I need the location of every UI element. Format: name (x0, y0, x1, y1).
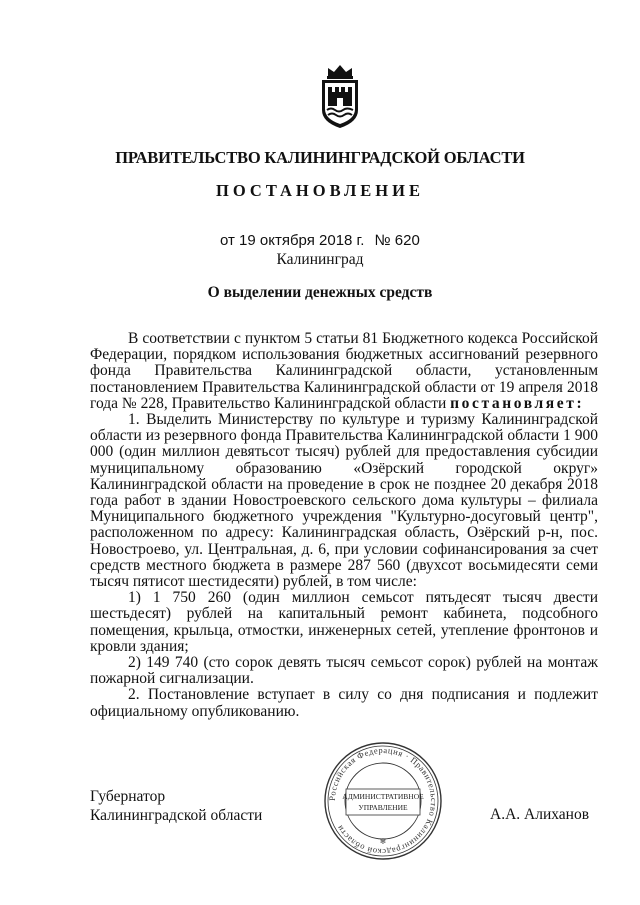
preamble-paragraph (90, 331, 598, 412)
seal-ring-text: Российская Федерация · Правительство Калининградской области (326, 744, 440, 858)
date-number-line (220, 232, 420, 249)
document-city: Калининград (276, 251, 364, 268)
document-type: ПОСТАНОВЛЕНИЕ (216, 181, 424, 200)
signer-name: А.А. Алиханов (490, 806, 590, 823)
document-body (90, 331, 598, 720)
seal-star-icon: ❄ (379, 837, 387, 846)
official-seal (322, 740, 444, 862)
document-number: № 620 (374, 232, 420, 249)
document-date: от 19 октября 2018 г. (220, 232, 365, 249)
signer-title (90, 787, 262, 825)
government-title: ПРАВИТЕЛЬСТВО КАЛИНИНГРАДСКОЙ ОБЛАСТИ (115, 148, 525, 167)
signer-title-line1: Губернатор (90, 788, 166, 805)
document-subject: О выделении денежных средств (207, 284, 433, 301)
seal-center-line1: АДМИНИСТРАТИВНОЕ (342, 792, 424, 801)
item-1-1: 1) 1 750 260 (один миллион семьсот пятьдесят тысяч двести шестьдесят) рублей на капитальный ремонт кабинета, подсобного помещения, крыльца, отмостки, инженерных сетей, утепление фронтонов и кровли здания; (90, 589, 598, 655)
item-1-2: 2) 149 740 (сто сорок девять тысяч семьсот сорок) рублей на монтаж пожарной сигнализации. (90, 654, 598, 688)
signer-title-line2: Калининградской области (90, 807, 263, 824)
seal-center-line2: УПРАВЛЕНИЕ (358, 803, 408, 812)
coat-of-arms-icon (318, 62, 362, 130)
item-2: 2. Постановление вступает в силу со дня подписания и подлежит официальному опубликованию. (90, 686, 598, 720)
resolves-word: постановляет: (450, 394, 585, 412)
item-1: 1. Выделить Министерству по культуре и туризму Калининградской области из резервного фонда Правительства Калининградской области 1 900 000 (один миллион девятьсот тысяч) рублей для предоставления субсидии муниципальному образованию «Озёрский городской округ» Калининградской области на проведение в срок не позднее 20 декабря 2018 года работ в здании Новостроевского сельского дома культуры – филиала Муниципального бюджетного учреждения "Культурно-досуговый центр", расположенном по адресу: Калининградская область, Озёрский р-н, пос. Новостроево, ул. Центральная, д. 6, при условии софинансирования за счет средств местного бюджета в размере 287 560 (двухсот восьмидесяти семи тысяч пятисот шестидесяти) рублей, в том числе: (90, 411, 598, 591)
preamble-text: В соответствии с пунктом 5 статьи 81 Бюджетного кодекса Российской Федерации, порядком использования бюджетных ассигнований резервного фонда Правительства Калининградской области, установленным постановлением Правительства Калининградской области от 19 апреля 2018 года № 228, Правительство Калининградской области (90, 330, 598, 412)
